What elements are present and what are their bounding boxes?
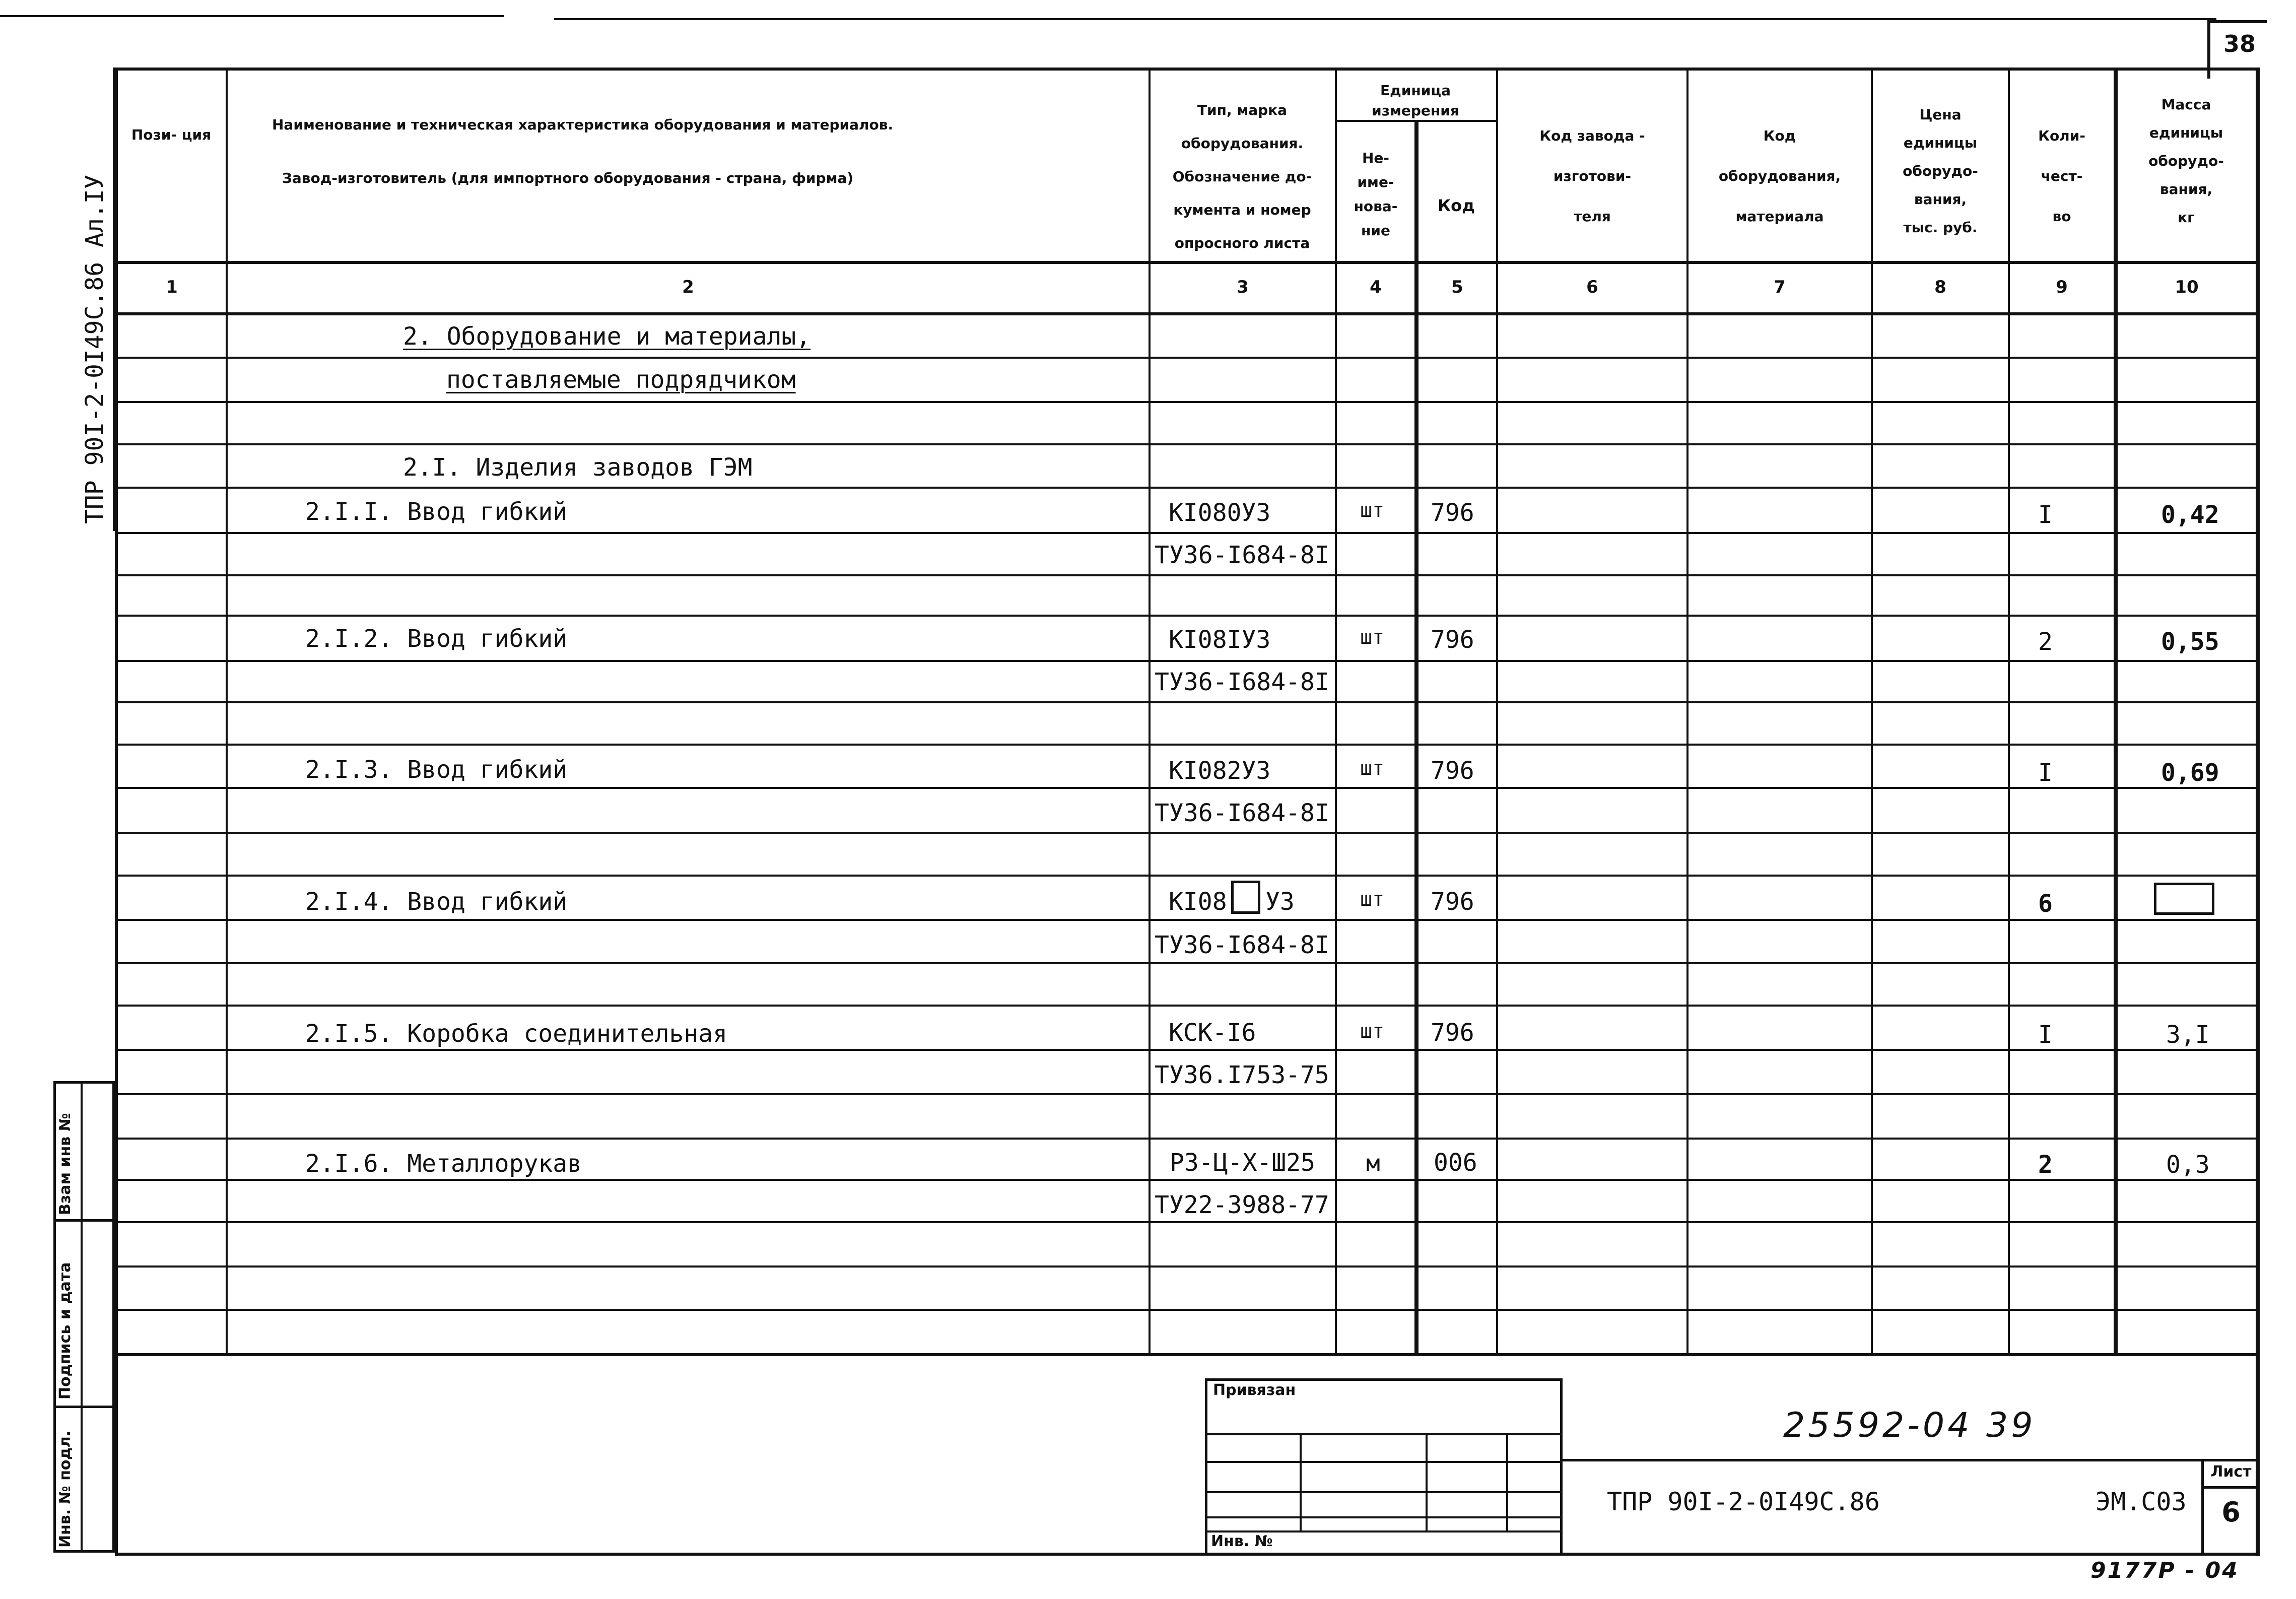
margin-label-inventory: Инв. № подл. (56, 1430, 74, 1548)
row-rule (115, 1049, 2259, 1051)
item-qty: I (2038, 1021, 2053, 1049)
row-rule (115, 532, 2259, 534)
item-unit: м (1366, 1150, 1380, 1177)
item-qty: I (2038, 501, 2053, 529)
col-divider (226, 68, 228, 1355)
col-divider (1496, 68, 1498, 1355)
item-doc: ТУ22-3988-77 (1155, 1191, 1329, 1219)
header-price-l2: единицы (1903, 135, 1978, 151)
header-position: Пози- ция (131, 126, 212, 143)
privyazan-rule (1205, 1491, 1563, 1493)
item-mass: 0,55 (2161, 628, 2219, 656)
header-unit-name-l1: Не- (1362, 150, 1390, 166)
colnum-2: 2 (682, 277, 694, 297)
item-name: 2.I.6. Металлорукав (305, 1150, 582, 1178)
section-title-line2: поставляемые подрядчиком (446, 366, 796, 394)
item-doc: ТУ36-I684-8I (1155, 668, 1329, 696)
item-code: 796 (1431, 1019, 1474, 1047)
row-rule (115, 401, 2259, 403)
header-mass-l4: вания, (2159, 181, 2213, 197)
margin-label-replace: Взам инв № (56, 1113, 74, 1215)
header-equip-l1: Код (1763, 127, 1796, 144)
col-divider (2008, 68, 2010, 1355)
item-type: Р3-Ц-Х-Ш25 (1170, 1149, 1315, 1177)
item-qty: 2 (2038, 628, 2053, 656)
item-name: 2.I.2. Ввод гибкий (305, 625, 568, 653)
sheet-label: Лист (2210, 1463, 2252, 1481)
table-right-border (2256, 68, 2260, 1556)
item-doc: ТУ36-I684-8I (1155, 931, 1329, 959)
header-price-block (1875, 101, 2006, 242)
header-factory-code-block (1500, 116, 1684, 237)
row-rule (115, 875, 2259, 877)
item-mass: 3,I (2166, 1021, 2210, 1049)
col-divider (1335, 68, 1337, 1355)
row-rule (115, 832, 2259, 834)
row-rule (115, 962, 2259, 964)
margin-stamp-divider (81, 1081, 83, 1553)
header-price-l4: вания, (1914, 191, 1967, 208)
header-price-l1: Цена (1919, 106, 1962, 123)
sheet-cell-rule (2201, 1486, 2258, 1489)
blank-mass-box (2154, 883, 2214, 915)
colnum-3: 3 (1237, 277, 1249, 297)
item-mass: 0,42 (2161, 501, 2219, 529)
side-tick-rule (113, 68, 115, 531)
header-unit-name-l3: нова- (1354, 198, 1398, 215)
header-mass-l1: Масса (2161, 96, 2211, 113)
col-divider (2114, 68, 2118, 1355)
colnum-9: 9 (2056, 277, 2068, 297)
header-name-line1: Наименование и техническая характеристика оборудования и материалов. (272, 116, 894, 133)
header-type-l4: кумента и номер (1173, 202, 1311, 218)
row-rule (115, 357, 2259, 359)
colnum-6: 6 (1586, 277, 1598, 297)
header-factory-l2: изготови- (1553, 168, 1632, 184)
sheet-number: 6 (2221, 1496, 2241, 1528)
item-doc: ТУ36-I684-8I (1155, 799, 1329, 827)
item-unit: шт (1360, 757, 1385, 780)
item-type: КСК-I6 (1169, 1019, 1256, 1047)
handwritten-number: 25592-04 39 (1783, 1406, 2036, 1445)
privyazan-col (1506, 1433, 1508, 1530)
table-bottom-border (115, 1553, 2260, 1556)
privyazan-col (1426, 1433, 1428, 1530)
row-rule (115, 1309, 2259, 1311)
item-type-suffix: У3 (1265, 888, 1295, 916)
header-type-l1: Тип, марка (1197, 102, 1288, 118)
header-factory-l3: теля (1574, 208, 1611, 225)
row-rule (115, 443, 2259, 445)
header-qty-l2: чест- (2041, 168, 2083, 184)
header-unit-group: Единица измерения (1372, 82, 1459, 119)
header-mass-l3: оборудо- (2148, 153, 2224, 169)
colnum-8: 8 (1934, 277, 1946, 297)
item-qty: 6 (2038, 890, 2053, 918)
privyazan-col (1300, 1433, 1302, 1530)
item-mass: 0,3 (2166, 1151, 2210, 1179)
privyazan-rule (1205, 1433, 1563, 1435)
margin-stamp-rule (53, 1219, 115, 1222)
top-rule-right (554, 18, 2216, 20)
margin-stamp-rule (53, 1406, 115, 1408)
row-rule (115, 487, 2259, 489)
item-doc: ТУ36.I753-75 (1155, 1061, 1329, 1089)
item-unit: шт (1360, 1020, 1385, 1043)
row-rule (115, 615, 2259, 617)
row-rule (115, 1138, 2259, 1140)
header-equip-l3: материала (1735, 208, 1824, 225)
item-name: 2.I.I. Ввод гибкий (305, 498, 568, 526)
blank-type-box (1231, 881, 1260, 914)
row-rule (115, 744, 2259, 746)
row-rule (115, 1093, 2259, 1095)
header-price-l3: оборудо- (1903, 163, 1978, 179)
item-code: 796 (1431, 626, 1474, 654)
item-code: 006 (1434, 1149, 1477, 1177)
colnum-4: 4 (1370, 277, 1382, 297)
header-mass-l5: кг (2178, 209, 2195, 226)
title-doc-code: ТПР 90I-2-0I49С.86 (1607, 1487, 1880, 1516)
col-divider (1871, 68, 1873, 1355)
header-type-l5: опросного листа (1174, 235, 1310, 251)
row-rule (115, 660, 2259, 662)
colnum-1: 1 (166, 277, 178, 297)
colnum-5: 5 (1451, 277, 1463, 297)
header-unit-name-block (1338, 146, 1413, 243)
item-type: КI08IУ3 (1169, 626, 1271, 654)
row-rule (115, 1265, 2259, 1268)
header-mass-block (2119, 91, 2254, 232)
header-type-block (1153, 94, 1332, 260)
header-unit-code: Код (1438, 196, 1475, 215)
title-block-rule (1563, 1459, 2258, 1461)
header-qty-block (2012, 116, 2112, 237)
item-unit: шт (1360, 888, 1385, 911)
margin-label-signature: Подпись и дата (56, 1262, 74, 1400)
item-type: КI082У3 (1169, 757, 1271, 785)
header-unit-name-l4: ние (1361, 222, 1390, 239)
header-qty-l3: во (2052, 208, 2071, 225)
header-unit-name-l2: име- (1357, 174, 1394, 190)
header-type-l3: Обозначение до- (1172, 168, 1312, 185)
col-divider (1414, 120, 1419, 1355)
row-rule (115, 1179, 2259, 1181)
item-type: КI080У3 (1169, 499, 1271, 527)
item-name: 2.I.5. Коробка соединительная (305, 1020, 728, 1048)
col-divider (1686, 68, 1689, 1355)
row-rule (115, 1221, 2259, 1223)
header-price-l5: тыс. руб. (1903, 219, 1978, 236)
bottom-note: 9177Р - 04 (2090, 1558, 2239, 1583)
data-area-bottom (115, 1353, 2259, 1356)
title-mark: ЭМ.С03 (2096, 1487, 2187, 1516)
item-type-prefix: КI08 (1169, 888, 1227, 916)
colnum-10: 10 (2175, 277, 2199, 297)
row-rule (115, 574, 2259, 576)
item-mass: 0,69 (2161, 759, 2219, 787)
item-qty: I (2038, 759, 2053, 787)
col-divider (1149, 68, 1151, 1355)
item-qty: 2 (2038, 1151, 2053, 1179)
privyazan-rule (1205, 1516, 1563, 1518)
colnum-7: 7 (1774, 277, 1786, 297)
section-subtitle: 2.I. Изделия заводов ГЭМ (403, 453, 753, 482)
row-rule (115, 787, 2259, 789)
header-mass-l2: единицы (2149, 124, 2223, 141)
header-bottom-rule (115, 261, 2259, 264)
row-rule (115, 919, 2259, 921)
item-name: 2.I.3. Ввод гибкий (305, 756, 568, 784)
header-factory-l1: Код завода - (1539, 127, 1645, 144)
row-rule (115, 701, 2259, 703)
row-rule (115, 1005, 2259, 1007)
side-doc-code: ТПР 90I-2-0I49С.86 Ал.IУ (81, 174, 109, 524)
header-type-l2: оборудования. (1181, 135, 1304, 152)
item-unit: шт (1360, 626, 1385, 649)
header-equip-l2: оборудования, (1718, 168, 1841, 184)
item-name: 2.I.4. Ввод гибкий (305, 888, 568, 916)
item-code: 796 (1431, 499, 1474, 527)
colnum-bottom-rule (115, 312, 2259, 315)
header-equip-code-block (1691, 116, 1869, 237)
privyazan-box (1205, 1378, 1563, 1553)
section-title-line1: 2. Оборудование и материалы, (403, 322, 811, 351)
header-name-line2: Завод-изготовитель (для импортного оборудования - страна, фирма) (282, 170, 854, 186)
privyazan-rule (1205, 1461, 1563, 1463)
header-qty-l1: Коли- (2038, 127, 2085, 144)
item-doc: ТУ36-I684-8I (1155, 541, 1329, 569)
table-top-border (115, 68, 2259, 71)
item-code: 796 (1431, 888, 1474, 916)
item-unit: шт (1360, 499, 1385, 522)
item-code: 796 (1431, 757, 1474, 785)
page-number: 38 (2223, 30, 2256, 57)
inv-no-label: Инв. № (1211, 1533, 1273, 1550)
privyazan-label: Привязан (1213, 1381, 1296, 1399)
top-rule-left (0, 15, 504, 17)
